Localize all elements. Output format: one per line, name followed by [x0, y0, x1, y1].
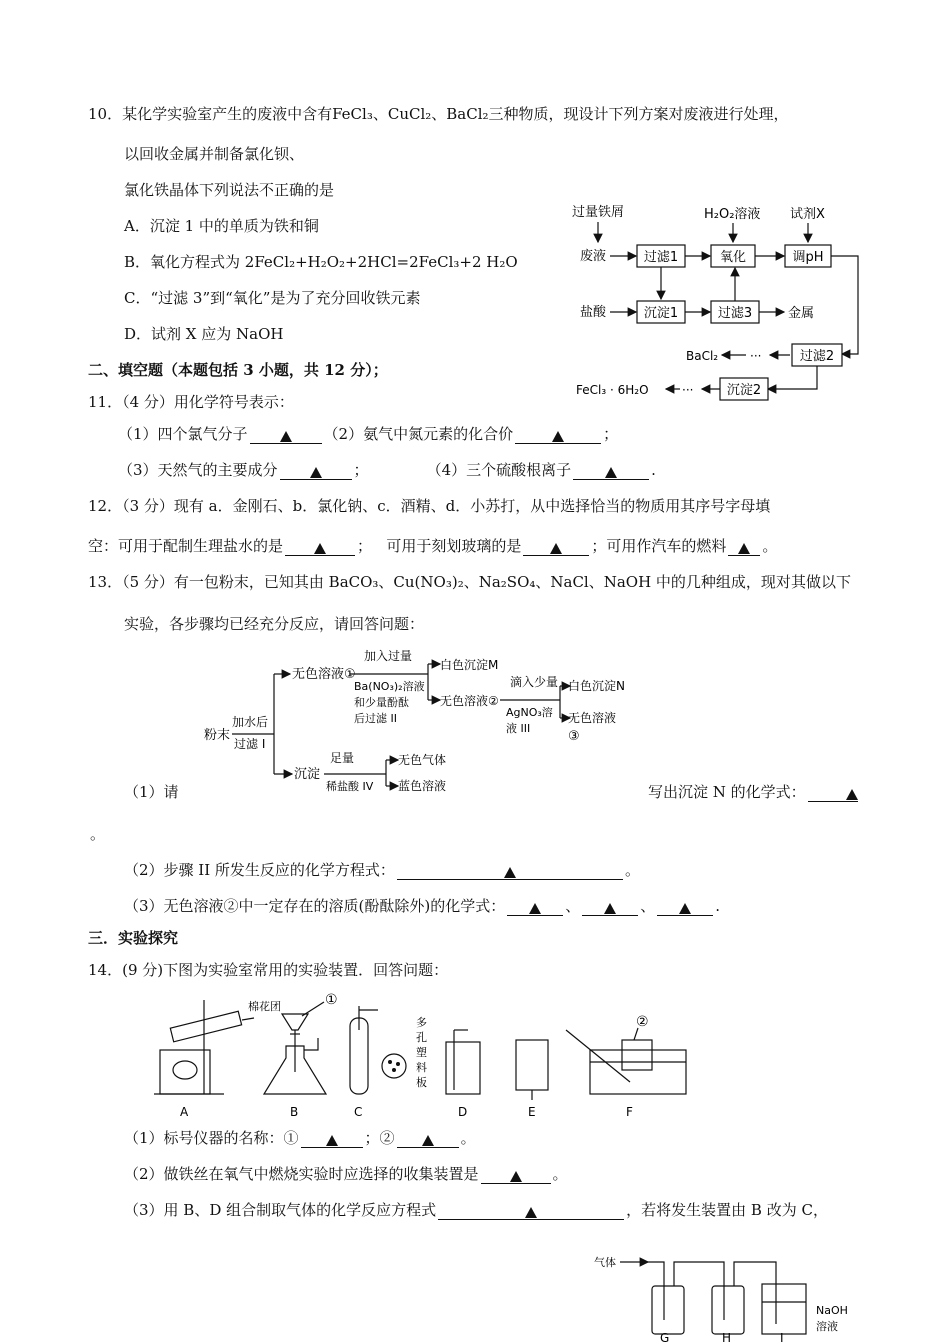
q13-part3: （3）无色溶液②中一定存在的溶质(酚酞除外)的化学式：: [124, 897, 506, 915]
q10-stem-line1: 10．某化学实验室产生的废液中含有FeCl₃、CuCl₂、BaCl₂三种物质，现设计下列方案对废液进行处理，: [88, 105, 789, 123]
q13-answer-3a[interactable]: [507, 897, 563, 916]
flow13-step3a: 滴入少量: [510, 675, 559, 689]
q12-answer-1[interactable]: [285, 537, 355, 556]
flow13-step2a: 加入过量: [364, 649, 413, 663]
flow-hcl-label: 盐酸: [580, 305, 607, 320]
flow-iron-label: 过量铁屑: [572, 205, 625, 220]
q13-part2: （2）步骤 II 所发生反应的化学方程式：: [124, 861, 395, 879]
flow13-step4a: 足量: [330, 751, 355, 765]
flow-filter1-label: 过滤1: [643, 250, 679, 265]
q10-flow-diagram: [570, 198, 870, 408]
q11-answer-4[interactable]: [573, 461, 649, 480]
flow13-filter1: 过滤 I: [234, 737, 266, 751]
q13-answer-1[interactable]: [808, 783, 858, 802]
porous-char-1: 多: [416, 1016, 427, 1029]
flow-dots-1: ···: [750, 349, 762, 363]
q12-stem: 12．（3 分）现有 a．金刚石、b．氯化钠、c．酒精、d．小苏打，从中选择恰当的物质用其序号字母填: [88, 497, 771, 515]
label-num2: ②: [636, 1014, 649, 1030]
apparatus-a: [154, 1000, 254, 1094]
q13-stem: 13．（5 分）有一包粉末，已知其由 BaCO₃、Cu(NO₃)₂、Na₂SO₄、NaCl、NaOH 中的几种组成，现对其做以下: [88, 573, 851, 591]
q13-answer-2[interactable]: [397, 861, 623, 880]
q13-part1a: （1）请: [124, 783, 179, 801]
q14-line1: [124, 1128, 476, 1148]
flow-bacl2-label: BaCl₂: [686, 349, 719, 363]
flow13-blue: 蓝色溶液: [398, 779, 447, 793]
naoh-label-1: NaOH: [816, 1304, 848, 1317]
q10-stem-line3: 氯化铁晶体下列说法不正确的是: [124, 181, 335, 199]
flow13-sol2: 无色溶液②: [440, 694, 499, 708]
q13-line1b: [648, 782, 860, 802]
cotton-label: 棉花团: [248, 1000, 281, 1013]
flow13-step3b: AgNO₃溶: [506, 706, 553, 719]
apparatus-label-b: B: [290, 1105, 299, 1119]
q11-stem: 11．（4 分）用化学符号表示：: [88, 393, 294, 411]
q11-line2: （3）天然气的主要成分 ； （4）三个硫酸根离子 .: [118, 461, 656, 479]
q13-line3: （3）无色溶液②中一定存在的溶质(酚酞除外)的化学式： 、 、 .: [124, 897, 721, 915]
flow-h2o2-label: H₂O₂溶液: [704, 207, 761, 222]
apparatus-label-c: C: [354, 1105, 363, 1119]
q14-answer-3[interactable]: [481, 1165, 551, 1184]
apparatus-d: [446, 1030, 480, 1094]
q13-answer-3c[interactable]: [657, 897, 713, 916]
flow13-sol1: 无色溶液①: [292, 667, 356, 682]
gas-label: 气体: [594, 1256, 616, 1269]
q13-part1b: 写出沉淀 N 的化学式：: [648, 783, 806, 801]
flow13-step3c: 液 III: [506, 722, 531, 735]
q13-sep-2: 、: [640, 897, 656, 915]
naoh-label-2: 溶液: [816, 1320, 838, 1333]
q12-part-b: 可用于刻划玻璃的是: [386, 537, 522, 555]
flow13-step4b: 稀盐酸 IV: [326, 780, 374, 793]
flow13-step2b: Ba(NO₃)₂溶液: [354, 680, 425, 693]
q12-answer-2[interactable]: [523, 537, 589, 556]
flow-metal-label: 金属: [788, 306, 815, 321]
flow13-precip: 沉淀: [294, 767, 321, 782]
q11-answer-1[interactable]: [250, 425, 322, 444]
flow-precip1-label: 沉淀1: [643, 306, 679, 321]
q13-part2-end: 。: [624, 861, 640, 879]
apparatus-label-g: G: [660, 1331, 670, 1344]
q14-answer-1[interactable]: [301, 1129, 363, 1148]
flow-fecl3-label: FeCl₃ · 6H₂O: [576, 383, 649, 397]
q11-part2: （2）氨气中氮元素的化合价: [323, 425, 514, 443]
q11-part4: （4）三个硫酸根离子: [426, 461, 572, 479]
flow13-sol3: 无色溶液: [568, 711, 617, 725]
section-2-title: 二、填空题（本题包括 3 小题，共 12 分）；: [88, 361, 388, 379]
flow-reagentx-label: 试剂X: [790, 207, 825, 222]
flow-oxidize-label: 氧化: [719, 250, 747, 265]
q10-option-b: B．氧化方程式为 2FeCl₂+H₂O₂+2HCl=2FeCl₃+2 H₂O: [124, 253, 518, 271]
porous-char-2: 孔: [416, 1031, 427, 1044]
q12-answer-3[interactable]: [728, 537, 760, 556]
flow13-white-m: 白色沉淀M: [440, 658, 499, 672]
flow13-gas: 无色气体: [398, 753, 447, 767]
q10-stem-line2: 以回收金属并制备氯化钡、: [124, 145, 305, 163]
q11-part3: （3）天然气的主要成分: [118, 461, 278, 479]
q14-part3: （3）用 B、D 组合制取气体的化学反应方程式: [124, 1201, 437, 1219]
q13-answer-3b[interactable]: [582, 897, 638, 916]
flow13-add-water: 加水后: [232, 715, 269, 729]
q14-part2-end: 。: [552, 1165, 568, 1183]
q13-flow-diagram: [200, 644, 640, 794]
apparatus-b: [264, 1014, 326, 1094]
q12-line2: 空：可用于配制生理盐水的是 ； 可用于刻划玻璃的是 ；可用作汽车的燃料 。: [88, 537, 778, 555]
flow13-powder: 粉末: [204, 728, 231, 743]
q10-option-a: A．沉淀 1 中的单质为铁和铜: [124, 217, 319, 235]
flow13-step2c: 和少量酚酞: [354, 696, 409, 709]
flow13-white-n: 白色沉淀N: [568, 679, 625, 693]
flow-filter3-label: 过滤3: [717, 306, 753, 321]
q14-line3: [124, 1200, 828, 1220]
q13-sep-1: 、: [565, 897, 581, 915]
apparatus-c: [350, 1006, 406, 1094]
q14-part3b: ，若将发生装置由 B 改为 C，: [626, 1201, 828, 1219]
q13-stem-line2: 实验，各步骤均已经充分反应，请回答问题：: [124, 615, 425, 633]
q11-answer-2[interactable]: [515, 425, 601, 444]
apparatus-f: [566, 1030, 686, 1094]
flow-dots-2: ···: [682, 383, 694, 397]
apparatus-label-d: D: [458, 1105, 468, 1119]
q14-part1: （1）标号仪器的名称：①: [124, 1129, 299, 1147]
q14-apparatus-figure: [150, 990, 710, 1122]
apparatus-label-e: E: [528, 1105, 536, 1119]
q12-part-a: 空：可用于配制生理盐水的是: [88, 537, 284, 555]
q14-ghi-figure: [590, 1250, 870, 1344]
flow-precip2-label: 沉淀2: [726, 383, 762, 398]
q10-option-c: C．“过滤 3”到“氧化”是为了充分回收铁元素: [124, 289, 421, 307]
q13-line2: [124, 860, 640, 880]
flow13-step2d: 后过滤 II: [354, 712, 397, 725]
q13-part1-end: 。: [90, 825, 106, 843]
flow-waste-label: 废液: [580, 249, 607, 264]
flow13-sol3-num: ③: [568, 729, 580, 744]
q14-part1-end: 。: [460, 1129, 476, 1147]
porous-char-5: 板: [416, 1076, 427, 1089]
q14-answer-2[interactable]: [397, 1129, 459, 1148]
q12-part-c: ；可用作汽车的燃料: [591, 537, 727, 555]
q14-answer-4[interactable]: [438, 1201, 624, 1220]
section-3-title: 三．实验探究: [88, 929, 179, 947]
flow-ph-label: 调pH: [792, 250, 824, 265]
porous-char-4: 料: [416, 1061, 427, 1074]
apparatus-label-i: I: [780, 1331, 784, 1344]
porous-char-3: 塑: [416, 1046, 427, 1059]
q11-part1: （1）四个氯气分子: [118, 425, 248, 443]
q14-part2: （2）做铁丝在氧气中燃烧实验时应选择的收集装置是: [124, 1165, 479, 1183]
q10-option-d: D．试剂 X 应为 NaOH: [124, 325, 284, 343]
apparatus-e: [516, 1040, 548, 1100]
q14-line2: [124, 1164, 568, 1184]
apparatus-label-f: F: [626, 1105, 633, 1119]
q14-part1b: ；②: [364, 1129, 395, 1147]
q14-stem: 14．(9 分)下图为实验室常用的实验装置．回答问题：: [88, 961, 449, 979]
q11-answer-3[interactable]: [280, 461, 352, 480]
apparatus-label-a: A: [180, 1105, 189, 1119]
apparatus-label-h: H: [722, 1331, 732, 1344]
q11-line1: （1）四个氯气分子 （2）氨气中氮元素的化合价 ；: [118, 425, 619, 443]
label-num1: ①: [325, 992, 338, 1008]
flow-filter2-label: 过滤2: [799, 349, 835, 364]
